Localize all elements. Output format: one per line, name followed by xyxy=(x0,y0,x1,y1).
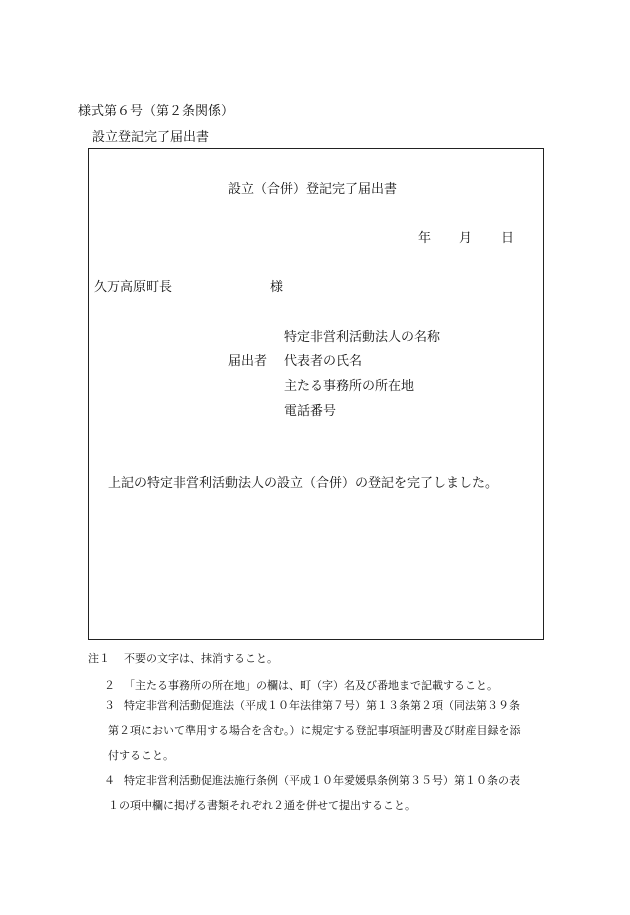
completion-statement: 上記の特定非営利活動法人の設立（合併）の登記を完了しました。 xyxy=(108,476,499,491)
field-phone-number: 電話番号 xyxy=(284,404,337,419)
document-title: 設立（合併）登記完了届出書 xyxy=(228,182,398,197)
notes-heading: 注１ xyxy=(88,652,110,665)
note-2-line-1: 「主たる事務所の所在地」の欄は、町（字）名及び番地まで記載すること。 xyxy=(124,679,498,692)
note-2-number: ２ xyxy=(104,679,115,692)
note-4-number: ４ xyxy=(104,774,115,787)
field-office-address: 主たる事務所の所在地 xyxy=(284,379,415,394)
field-organization-name: 特定非営利活動法人の名称 xyxy=(284,330,441,345)
note-3-line-3: 付すること。 xyxy=(108,749,174,762)
note-3-line-2: 第２項において準用する場合を含む。）に規定する登記事項証明書及び財産目録を添 xyxy=(108,724,521,737)
note-1-line-1: 不要の文字は、抹消すること。 xyxy=(124,652,278,665)
note-4-line-2: １の項中欄に掲げる書類それぞれ２通を併せて提出すること。 xyxy=(108,799,416,812)
form-caption: 設立登記完了届出書 xyxy=(92,130,210,145)
field-representative-name: 代表者の氏名 xyxy=(284,354,363,369)
notifier-label: 届出者 xyxy=(228,354,268,369)
addressee: 久万高原町長 xyxy=(94,280,173,295)
note-3-line-1: 特定非営利活動促進法（平成１０年法律第７号）第１３条第２項（同法第３９条 xyxy=(124,699,520,712)
form-number: 様式第６号（第２条関係） xyxy=(78,104,235,119)
honorific: 様 xyxy=(270,280,284,295)
date-month-label: 月 xyxy=(459,231,473,246)
note-3-number: ３ xyxy=(104,699,115,712)
form-box xyxy=(88,148,544,640)
note-4-line-1: 特定非営利活動促進法施行条例（平成１０年愛媛県条例第３５号）第１０条の表 xyxy=(124,774,520,787)
date-year-label: 年 xyxy=(418,231,432,246)
date-day-label: 日 xyxy=(501,231,515,246)
